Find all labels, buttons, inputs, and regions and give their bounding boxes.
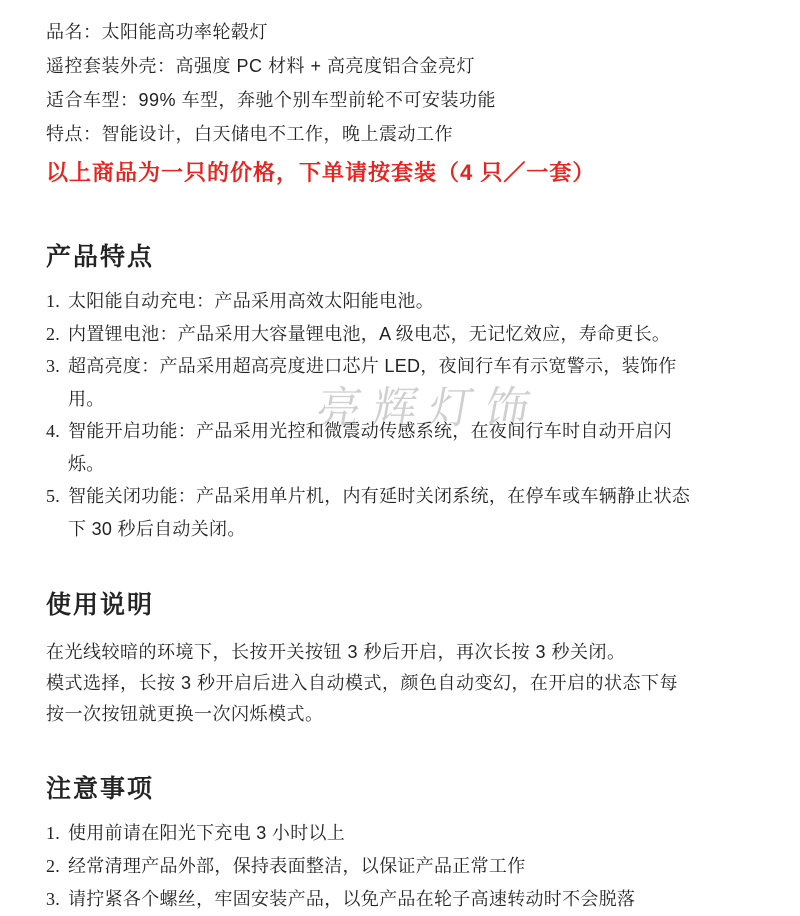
spec-line-shell-material: 遥控套装外壳：高强度 PC 材料 + 高亮度铝合金亮灯 [46,56,476,76]
note-item-text: 请拧紧各个螺丝，牢固安装产品，以免产品在轮子高速转动时不会脱落 [68,889,636,909]
note-item-text: 使用前请在阳光下充电 3 小时以上 [68,823,346,843]
feature-item-text: 太阳能自动充电：产品采用高效太阳能电池。 [68,291,434,311]
usage-paragraph: 在光线较暗的环境下，长按开关按钮 3 秒后开启，再次长按 3 秒关闭。 [46,642,626,662]
usage-paragraphs [46,637,750,730]
feature-item-number: 4. [46,421,61,441]
notes-list [46,817,750,916]
usage-paragraph: 模式选择，长按 3 秒开启后进入自动模式，颜色自动变幻，在开启的状态下每按一次按钮就更换一次闪烁模式。 [46,673,679,724]
section-heading-usage: 使用说明 [46,591,155,619]
section-heading-features: 产品特点 [46,243,155,271]
price-notice: 以上商品为一只的价格，下单请按套装（4 只／一套） [46,160,596,185]
feature-item [46,350,750,415]
features-list [46,285,750,545]
feature-item-number: 1. [46,291,61,311]
feature-item-text: 内置锂电池：产品采用大容量锂电池，A 级电芯，无记忆效应，寿命更长。 [68,323,671,344]
note-item [46,817,750,850]
feature-item-number: 5. [46,486,61,506]
feature-item-text: 超高亮度：产品采用超高亮度进口芯片 LED，夜间行车有示宽警示，装饰作用。 [68,356,677,409]
spec-line-feature-summary: 特点：智能设计，白天储电不工作，晚上震动工作 [46,124,453,144]
spec-line-product-name: 品名：太阳能高功率轮毂灯 [46,22,268,42]
spec-line-compatible-models: 适合车型：99% 车型，奔驰个别车型前轮不可安装功能 [46,90,497,110]
feature-item [46,318,750,351]
note-item-number: 1. [46,823,61,843]
note-item-text: 经常清理产品外部，保持表面整洁，以保证产品正常工作 [68,856,526,876]
note-item-number: 3. [46,889,61,909]
feature-item-text: 智能关闭功能：产品采用单片机，内有延时关闭系统，在停车或车辆静止状态下 30 秒后自动关闭。 [68,486,691,539]
feature-item [46,285,750,318]
shop-watermark: 亮辉灯饰 [312,384,546,433]
note-item [46,883,750,916]
note-item-number: 2. [46,856,61,876]
spec-block [46,15,750,187]
feature-item [46,415,750,480]
feature-item-number: 2. [46,323,61,344]
feature-item [46,480,750,545]
feature-item-text: 智能开启功能：产品采用光控和微震动传感系统，在夜间行车时自动开启闪烁。 [68,421,672,474]
section-heading-notes: 注意事项 [46,775,155,803]
feature-item-number: 3. [46,356,61,376]
note-item [46,850,750,883]
